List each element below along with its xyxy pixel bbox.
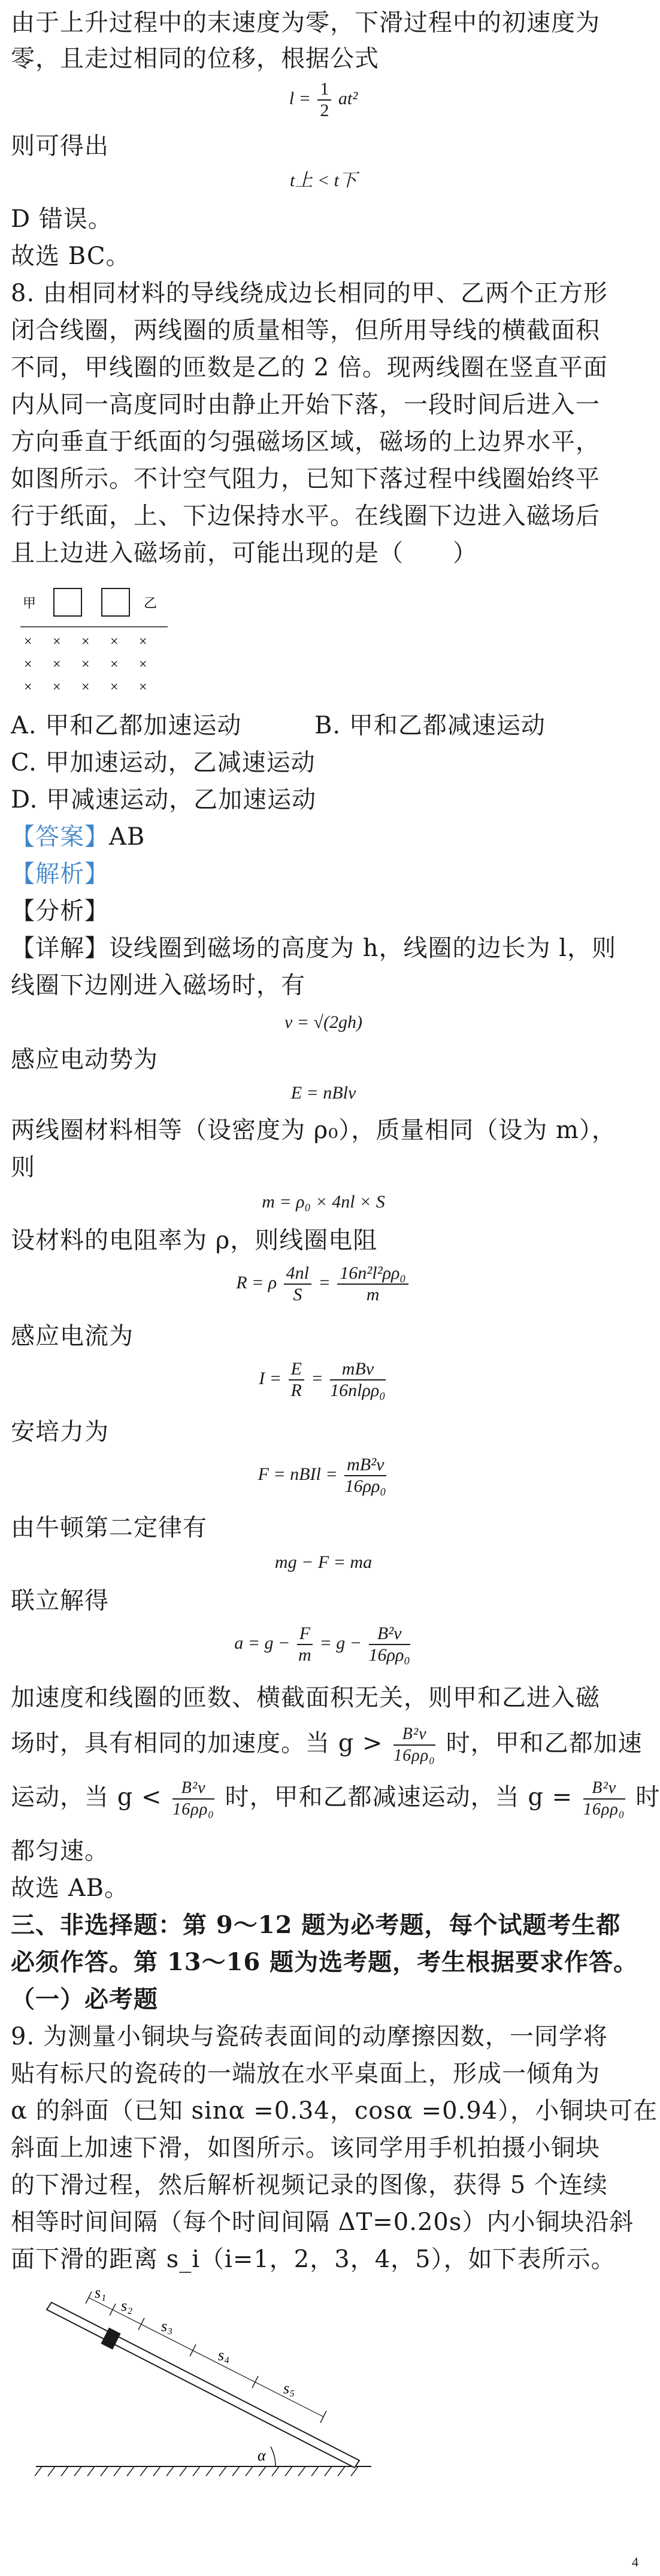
text-line: 由于上升过程中的末速度为零，下滑过程中的初速度为 [11, 9, 600, 37]
formula-r [0, 1263, 647, 1305]
fraction-numerator: 16n²l²ρρ₀ [337, 1263, 408, 1285]
distance-tick [190, 2344, 196, 2356]
hatch-line [272, 2466, 279, 2476]
hatch-line [338, 2466, 345, 2476]
fraction-denominator: R [290, 1380, 302, 1400]
fraction [284, 1263, 311, 1305]
question-8-line: 方向垂直于纸面的匀强磁场区域，磁场的上边界水平， [11, 428, 600, 456]
text-line: 故选 BC。 [11, 242, 131, 270]
option-a: A. 甲和乙都加速运动 [11, 712, 242, 739]
text-line: 安培力为 [11, 1418, 109, 1446]
fraction [393, 1724, 435, 1766]
option-c: C. 甲加速运动，乙减速运动 [11, 749, 316, 776]
detail-text: 设线圈到磁场的高度为 h，线圈的边长为 l，则 [109, 934, 616, 962]
distance-tick [110, 2304, 116, 2316]
question-9-line: α 的斜面（已知 sinα =0.34，cosα =0.94），小铜块可在 [11, 2097, 658, 2125]
field-mark: × [110, 657, 119, 672]
distance-label: s₃ [161, 2317, 173, 2335]
hatch-line [114, 2466, 121, 2476]
fraction [344, 1455, 386, 1497]
formula-v: v = √(2gh) [284, 1012, 362, 1032]
fraction-denominator: 16ρρ₀ [583, 1800, 625, 1819]
fraction-denominator: S [293, 1285, 302, 1304]
question-9-line: 相等时间间隔（每个时间间隔 ΔT=0.20s）内小铜块沿斜 [11, 2208, 634, 2236]
question-9-line: 面下滑的距离 s_i（i=1，2，3，4，5），如下表所示。 [11, 2246, 616, 2273]
detail-label: 【详解】 [11, 934, 109, 962]
question-8-line: 行于纸面，上、下边保持水平。在线圈下边进入磁场后 [11, 502, 600, 530]
formula-part: R = ρ [236, 1272, 277, 1292]
fraction [289, 1359, 304, 1401]
field-mark: × [24, 634, 32, 650]
distance-line [89, 2298, 323, 2417]
fraction-denominator: 16ρρ₀ [393, 1746, 435, 1765]
field-mark: × [110, 679, 119, 695]
fraction [337, 1263, 408, 1305]
field-mark: × [53, 679, 61, 695]
distance-label: s₄ [218, 2346, 230, 2364]
fraction-denominator: 16ρρ₀ [172, 1800, 214, 1819]
fraction [330, 1359, 386, 1401]
text-line: 则可得出 [11, 132, 109, 160]
formula-part: a = g − [234, 1633, 290, 1653]
distance-tick [320, 2411, 326, 2423]
fraction-numerator: E [289, 1359, 304, 1380]
hatch-line [74, 2466, 81, 2476]
hatch-line [61, 2466, 68, 2476]
hatch-line [127, 2466, 134, 2476]
hatch-line [311, 2466, 319, 2476]
formula-part: F = nBIl = [258, 1464, 338, 1484]
text-part: 时 [635, 1783, 660, 1811]
text-line [11, 1724, 643, 1766]
section-heading: 三、非选择题：第 9～12 题为必考题，每个试题考生都 [11, 1911, 621, 1939]
hatch-line [101, 2466, 108, 2476]
figure-incline [36, 2284, 371, 2490]
fraction [297, 1624, 313, 1665]
section-heading: 必须作答。第 13～16 题为选考题，考生根据要求作答。 [11, 1948, 638, 1976]
angle-arc [271, 2447, 275, 2466]
field-mark: × [110, 634, 119, 650]
hatch-line [48, 2466, 55, 2476]
table-hatch [35, 2466, 358, 2476]
field-marks [24, 634, 147, 695]
text-part: 时，甲和乙都减速运动，当 g = [225, 1783, 573, 1811]
page-number: 4 [632, 2554, 638, 2569]
fraction [317, 79, 331, 121]
fraction-numerator: mB²v [344, 1455, 386, 1476]
field-mark: × [24, 657, 32, 672]
angle-label: α [258, 2447, 266, 2464]
distance-label: s₂ [121, 2297, 133, 2314]
fraction-numerator: 1 [317, 79, 331, 101]
hatch-line [193, 2466, 200, 2476]
formula-part: I = [259, 1368, 282, 1388]
formula-newton: mg − F = ma [274, 1552, 373, 1572]
formula-f [0, 1455, 647, 1497]
coil-jia [54, 588, 81, 616]
text-part: 时，甲和乙都加速 [446, 1730, 643, 1757]
fraction [583, 1778, 625, 1820]
text-line: 两线圈材料相等（设密度为 ρ₀），质量相同（设为 m）， [11, 1116, 616, 1144]
text-line: 零，且走过相同的位移，根据公式 [11, 45, 379, 72]
answer-value: AB [109, 823, 146, 851]
fraction-numerator: mBv [330, 1359, 386, 1380]
formula-part: at² [338, 88, 358, 108]
hatch-line [246, 2466, 253, 2476]
distance-markers [86, 2284, 326, 2423]
distance-tick [138, 2318, 144, 2330]
fraction-denominator: m [366, 1285, 380, 1304]
answer-label: 【答案】 [11, 823, 109, 851]
hatch-line [219, 2466, 226, 2476]
hatch-line [325, 2466, 332, 2476]
fraction-denominator: 16nlρρ₀ [330, 1380, 386, 1400]
formula-e: E = nBlv [290, 1083, 356, 1103]
fraction-numerator: B²v [583, 1778, 625, 1800]
fraction-numerator: B²v [172, 1778, 214, 1800]
field-mark: × [24, 679, 32, 695]
question-9-line: 贴有标尺的瓷砖的一端放在水平桌面上，形成一倾角为 [11, 2060, 600, 2087]
field-mark: × [81, 634, 90, 650]
field-mark: × [81, 679, 90, 695]
fraction [172, 1778, 214, 1820]
fraction-denominator: m [298, 1645, 311, 1665]
fraction-numerator: 4nl [284, 1263, 311, 1285]
text-part: 场时，具有相同的加速度。当 g > [11, 1730, 383, 1757]
fraction [369, 1624, 410, 1665]
tile-incline [47, 2302, 359, 2468]
answer-line [11, 819, 632, 855]
distance-label: s₁ [95, 2284, 107, 2301]
formula-part: = [311, 1368, 323, 1388]
hatch-line [206, 2466, 213, 2476]
field-mark: × [139, 657, 147, 672]
question-8-line: 闭合线圈，两线圈的质量相等，但所用导线的横截面积 [11, 317, 600, 344]
question-8-line: 内从同一高度同时由静止开始下落，一段时间后进入一 [11, 391, 600, 418]
hatch-line [298, 2466, 305, 2476]
fraction-denominator: 16ρρ₀ [344, 1476, 386, 1496]
hatch-line [87, 2466, 95, 2476]
text-line: 加速度和线圈的匝数、横截面积无关，则甲和乙进入磁 [11, 1684, 600, 1712]
fraction-numerator: B²v [369, 1624, 410, 1645]
hatch-line [140, 2466, 147, 2476]
coil-yi [102, 588, 129, 616]
figure-magnetic-field [18, 584, 174, 703]
hatch-line [259, 2466, 266, 2476]
text-line [11, 1778, 660, 1820]
text-line: 故选 AB。 [11, 1874, 129, 1902]
text-line: 感应电流为 [11, 1322, 134, 1350]
option-b: B. 甲和乙都减速运动 [314, 712, 546, 739]
formula-part: = g − [319, 1633, 362, 1653]
hatch-line [153, 2466, 161, 2476]
question-8-line: 不同，甲线圈的匝数是乙的 2 倍。现两线圈在竖直平面 [11, 354, 608, 381]
text-line: 线圈下边刚进入磁场时，有 [11, 972, 305, 999]
option-d: D. 甲减速运动，乙加速运动 [11, 786, 317, 814]
hatch-line [232, 2466, 240, 2476]
hatch-line [285, 2466, 292, 2476]
field-mark: × [139, 679, 147, 695]
formula-a [0, 1624, 647, 1665]
field-mark: × [81, 657, 90, 672]
text-line: 由牛顿第二定律有 [11, 1514, 207, 1542]
section-subheading: （一）必考题 [11, 1985, 158, 2013]
formula-part: l = [289, 88, 311, 108]
field-mark: × [53, 657, 61, 672]
text-line: 都匀速。 [11, 1837, 109, 1865]
text-line: 则 [11, 1154, 35, 1181]
analysis-label: 【解析】 [11, 860, 109, 888]
formula-m: m = ρ₀ × 4nl × S [262, 1192, 385, 1212]
detail-line [11, 930, 632, 966]
text-line: 设材料的电阻率为 ρ，则线圈电阻 [11, 1227, 378, 1254]
fraction-numerator: F [297, 1624, 313, 1645]
fraction-denominator: 16ρρ₀ [368, 1645, 410, 1665]
question-9-line: 9. 为测量小铜块与瓷砖表面间的动摩擦因数，一同学将 [11, 2023, 608, 2050]
formula-l [0, 79, 647, 121]
distance-label: s₅ [283, 2380, 295, 2397]
formula-part: = [318, 1272, 331, 1292]
label-jia: 甲 [23, 596, 37, 611]
fraction-numerator: B²v [393, 1724, 435, 1746]
question-8-line: 8. 由相同材料的导线绕成边长相同的甲、乙两个正方形 [11, 280, 608, 307]
field-mark: × [139, 634, 147, 650]
fraction-denominator: 2 [320, 101, 329, 120]
fenxi-label: 【分析】 [11, 897, 109, 925]
question-9-line: 斜面上加速下滑，如图所示。该同学用手机拍摄小铜块 [11, 2134, 600, 2162]
question-8-line: 如图所示。不计空气阻力，已知下落过程中线圈始终平 [11, 465, 600, 493]
distance-tick [86, 2292, 92, 2304]
question-9-line: 的下滑过程，然后解析视频记录的图像，获得 5 个连续 [11, 2171, 608, 2199]
question-8-line: 且上边进入磁场前，可能出现的是（ ） [11, 539, 477, 567]
formula-t: t上 < t下 [290, 171, 357, 190]
field-mark: × [53, 634, 61, 650]
text-part: 运动，当 g < [11, 1783, 162, 1811]
text-line: 联立解得 [11, 1587, 109, 1615]
hatch-line [180, 2466, 187, 2476]
text-line: D 错误。 [11, 205, 113, 233]
formula-i [0, 1359, 647, 1401]
hatch-line [166, 2466, 174, 2476]
text-line: 感应电动势为 [11, 1046, 158, 1073]
distance-tick [252, 2376, 258, 2388]
label-yi: 乙 [144, 596, 158, 611]
hatch-line [35, 2466, 42, 2476]
